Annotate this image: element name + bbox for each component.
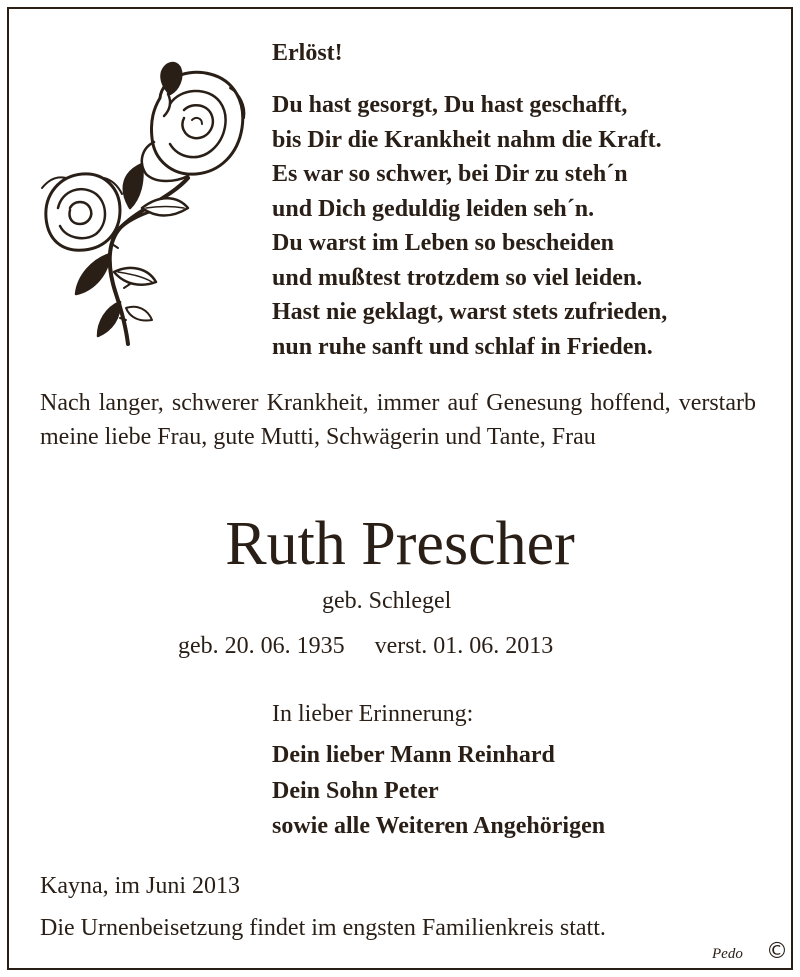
memory-heading: In lieber Erinnerung: (272, 701, 474, 727)
poem-line: und mußtest trotzdem so viel leiden. (272, 264, 643, 291)
mourner: sowie alle Weiteren Angehörigen (272, 813, 606, 839)
mourner: Dein lieber Mann Reinhard (272, 742, 555, 768)
life-dates (178, 630, 553, 662)
death-date: verst. 01. 06. 2013 (374, 633, 554, 659)
poem-title: Erlöst! (272, 40, 343, 66)
designer-signature: Pedo (712, 946, 743, 962)
deceased-name: Ruth Prescher (225, 510, 575, 578)
poem-line: und Dich geduldig leiden seh´n. (272, 195, 595, 222)
copyright-icon: © (766, 939, 788, 964)
poem-line: nun ruhe sanft und schlaf in Frieden. (272, 333, 653, 360)
mourner: Dein Sohn Peter (272, 777, 439, 804)
burial-note: Die Urnenbeisetzung findet im engsten Familienkreis statt. (40, 915, 606, 941)
poem-line: Du hast gesorgt, Du hast geschafft, (272, 92, 628, 118)
poem (272, 88, 667, 364)
rose-icon (20, 58, 252, 350)
poem-line: Hast nie geklagt, warst stets zufrieden, (272, 299, 668, 325)
place-date: Kayna, im Juni 2013 (40, 873, 240, 899)
poem-line: Du warst im Leben so bescheiden (272, 230, 615, 256)
poem-line: Es war so schwer, bei Dir zu steh´n (272, 161, 628, 187)
maiden-name: geb. Schlegel (322, 588, 452, 614)
birth-date: geb. 20. 06. 1935 (178, 633, 345, 659)
poem-line: bis Dir die Krankheit nahm die Kraft. (272, 126, 662, 153)
death-announcement-text: Nach langer, schwerer Krankheit, immer auf Genesung hoffend, verstarb meine liebe Frau, gute Mutti, Schwägerin und Tante, Frau (40, 390, 756, 450)
mourners-list (272, 738, 605, 845)
